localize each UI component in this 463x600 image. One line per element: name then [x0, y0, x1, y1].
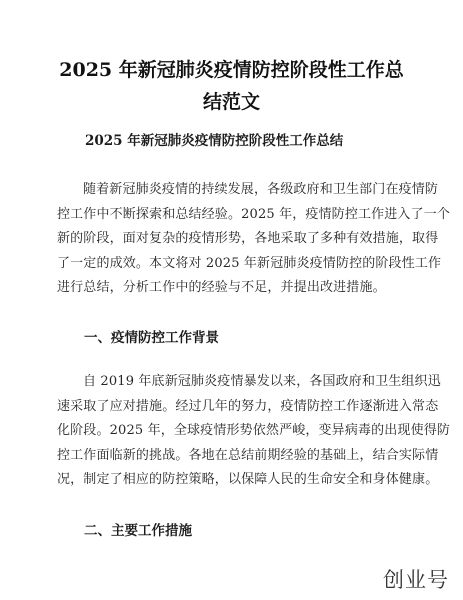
section-1-paragraph — [57, 370, 451, 493]
section-1-line-1: 自 2019 年底新冠肺炎疫情暴发以来，各国政府和卫生组织迅 — [83, 374, 441, 389]
section-2-heading: 二、主要工作措施 — [84, 523, 192, 539]
watermark-logo: 创业号 — [383, 568, 449, 592]
intro-line-3: 新的阶段，面对复杂的疫情形势，各地采取了多种有效措施，取得 — [57, 231, 439, 246]
intro-line-5: 进行总结，分析工作中的经验与不足，并提出改进措施。 — [57, 280, 386, 295]
document-title — [40, 54, 423, 118]
document-subtitle: 2025 年新冠肺炎疫情防控阶段性工作总结 — [85, 133, 344, 149]
section-1-line-3: 化阶段。2025 年，全球疫情形势依然严峻，变异病毒的出现使得防 — [57, 423, 451, 438]
section-1-line-4: 控工作面临新的挑战。各地在总结前期经验的基础上，结合实际情 — [57, 447, 439, 463]
intro-line-2: 控工作中不断探索和总结经验。2025 年，疫情防控工作进入了一个 — [57, 206, 451, 222]
section-1-line-5: 况，制定了相应的防控策略，以保障人民的生命安全和身体健康。 — [57, 472, 439, 487]
document-title-line-1: 2025 年新冠肺炎疫情防控阶段性工作总 — [59, 59, 404, 81]
intro-line-1: 随着新冠肺炎疫情的持续发展，各级政府和卫生部门在疫情防 — [83, 182, 439, 197]
intro-line-4: 了一定的成效。本文将对 2025 年新冠肺炎疫情防控的阶段性工作 — [57, 255, 442, 271]
document-title-line-2: 结范文 — [202, 91, 260, 113]
intro-paragraph — [57, 178, 451, 301]
section-1-heading: 一、疫情防控工作背景 — [84, 330, 219, 346]
section-1-line-2: 速采取了应对措施。经过几年的努力，疫情防控工作逐渐进入常态 — [57, 398, 439, 414]
